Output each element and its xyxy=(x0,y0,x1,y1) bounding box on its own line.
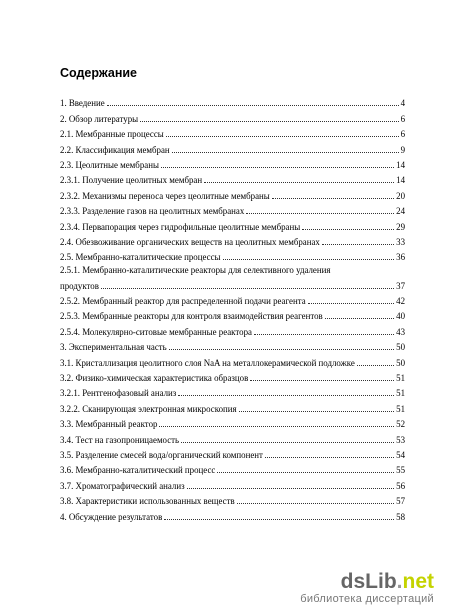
toc-entry-label: 2.3.2. Механизмы переноса через цеолитные мембраны xyxy=(60,190,270,201)
toc-entry-page: 36 xyxy=(396,252,405,263)
watermark-subtitle: библиотека диссертаций xyxy=(300,593,434,605)
toc-entry-page: 9 xyxy=(400,144,405,155)
table-of-contents xyxy=(60,93,405,522)
toc-leader xyxy=(107,105,399,106)
toc-entry-page: 50 xyxy=(396,342,405,353)
toc-entry-page: 55 xyxy=(396,465,405,476)
toc-leader xyxy=(325,318,394,319)
toc-entry xyxy=(60,93,405,108)
toc-entry-page: 20 xyxy=(396,190,405,201)
toc-entry-page: 51 xyxy=(396,388,405,399)
toc-leader xyxy=(250,380,394,381)
toc-entry-page: 37 xyxy=(396,280,405,291)
toc-entry-page: 29 xyxy=(396,221,405,232)
toc-entry-page: 40 xyxy=(396,311,405,322)
toc-leader xyxy=(140,121,398,122)
toc-entry-page: 6 xyxy=(400,113,405,124)
toc-entry xyxy=(60,216,405,231)
toc-entry xyxy=(60,291,405,306)
toc-leader xyxy=(204,182,394,183)
toc-leader xyxy=(239,411,395,412)
toc-leader xyxy=(181,442,394,443)
toc-entry xyxy=(60,398,405,413)
toc-leader xyxy=(187,488,395,489)
toc-leader xyxy=(246,213,394,214)
toc-entry xyxy=(60,262,405,275)
toc-entry xyxy=(60,368,405,383)
toc-entry-page: 54 xyxy=(396,449,405,460)
toc-entry-page: 43 xyxy=(396,326,405,337)
toc-leader xyxy=(302,229,394,230)
toc-entry xyxy=(60,491,405,506)
toc-entry-page: 4 xyxy=(400,98,405,109)
toc-entry xyxy=(60,247,405,262)
toc-leader xyxy=(178,395,394,396)
toc-entry-label: 2. Обзор литературы xyxy=(60,113,139,124)
toc-entry-label: 3.6. Мембранно-каталитический процесс xyxy=(60,465,216,476)
toc-entry xyxy=(60,275,405,290)
toc-entry-label: 2.5. Мембранно-каталитические процессы xyxy=(60,252,221,263)
toc-entry xyxy=(60,506,405,521)
toc-entry xyxy=(60,124,405,139)
toc-entry xyxy=(60,321,405,336)
toc-entry-page: 52 xyxy=(396,419,405,430)
toc-entry-label: 2.4. Обезвоживание органических веществ на цеолитных мембранах xyxy=(60,236,320,247)
toc-entry xyxy=(60,170,405,185)
toc-entry xyxy=(60,460,405,475)
toc-entry-page: 24 xyxy=(396,206,405,217)
toc-entry xyxy=(60,306,405,321)
toc-entry-label: 2.3.3. Разделение газов на цеолитных мембранах xyxy=(60,206,245,217)
toc-entry-label: продуктов xyxy=(60,280,99,291)
toc-entry xyxy=(60,108,405,123)
toc-entry-label: 2.5.2. Мембранный реактор для распределенной подачи реагента xyxy=(60,296,306,307)
toc-entry-label: 3.2.2. Сканирующая электронная микроскопия xyxy=(60,403,237,414)
toc-leader xyxy=(159,426,394,427)
toc-leader xyxy=(164,519,394,520)
toc-entry-page: 51 xyxy=(396,403,405,414)
toc-entry-label: 3.7. Хроматографический анализ xyxy=(60,480,185,491)
toc-entry-label: 3.5. Разделение смесей вода/органический компонент xyxy=(60,449,263,460)
toc-entry-page: 33 xyxy=(396,236,405,247)
toc-entry xyxy=(60,352,405,367)
toc-leader xyxy=(166,136,399,137)
watermark-logo xyxy=(300,571,434,593)
toc-entry-label: 4. Обсуждение результатов xyxy=(60,511,163,522)
toc-entry xyxy=(60,155,405,170)
toc-entry-page: 53 xyxy=(396,434,405,445)
toc-leader xyxy=(169,349,394,350)
toc-leader xyxy=(357,365,394,366)
toc-entry-page: 6 xyxy=(400,129,405,140)
toc-entry-label: 3.4. Тест на газопроницаемость xyxy=(60,434,180,445)
toc-entry-page: 57 xyxy=(396,496,405,507)
toc-entry-label: 3.2.1. Рентгенофазовый анализ xyxy=(60,388,177,399)
toc-entry-label: 3.8. Характеристики использованных веществ xyxy=(60,496,235,507)
toc-entry-label: 2.3.1. Получение цеолитных мембран xyxy=(60,175,203,186)
toc-entry-page: 14 xyxy=(396,175,405,186)
toc-entry xyxy=(60,475,405,490)
toc-entry xyxy=(60,232,405,247)
toc-entry-label: 3.3. Мембранный реактор xyxy=(60,419,158,430)
toc-entry-page: 50 xyxy=(396,357,405,368)
toc-entry-label: 3.2. Физико-химическая характеристика образцов xyxy=(60,373,249,384)
toc-entry-label: 1. Введение xyxy=(60,98,105,109)
toc-leader xyxy=(265,457,394,458)
toc-leader xyxy=(101,288,394,289)
toc-leader xyxy=(217,472,394,473)
toc-entry xyxy=(60,185,405,200)
toc-entry-label: 3.1. Кристаллизация цеолитного слоя NaA на металлокерамической подложке xyxy=(60,357,355,368)
toc-entry-label: 2.1. Мембранные процессы xyxy=(60,129,164,140)
toc-entry xyxy=(60,445,405,460)
watermark-logo-part: net xyxy=(402,570,434,593)
toc-entry-label: 2.3.4. Первапорация через гидрофильные цеолитные мембраны xyxy=(60,221,301,232)
toc-entry xyxy=(60,201,405,216)
toc-entry-label: 3. Экспериментальная часть xyxy=(60,342,167,353)
page-title: Содержание xyxy=(60,66,138,80)
toc-entry-label: 2.3. Цеолитные мембраны xyxy=(60,159,159,170)
toc-entry-label: 2.5.3. Мембранные реакторы для контроля взаимодействия реагентов xyxy=(60,311,323,322)
toc-entry-page: 51 xyxy=(396,373,405,384)
toc-entry-label: 2.5.1. Мембранно-каталитические реакторы для селективного удаления xyxy=(60,265,331,276)
toc-entry-page: 14 xyxy=(396,159,405,170)
watermark-logo-part: dsLib xyxy=(340,570,397,593)
toc-entry-page: 42 xyxy=(396,296,405,307)
toc-leader xyxy=(223,259,395,260)
toc-entry xyxy=(60,429,405,444)
toc-leader xyxy=(308,303,394,304)
toc-entry xyxy=(60,337,405,352)
watermark xyxy=(300,571,434,605)
toc-entry-page: 58 xyxy=(396,511,405,522)
toc-leader xyxy=(254,334,394,335)
toc-entry-label: 2.2. Классификация мембран xyxy=(60,144,170,155)
toc-leader xyxy=(172,152,399,153)
toc-entry xyxy=(60,139,405,154)
toc-leader xyxy=(322,244,394,245)
toc-entry xyxy=(60,414,405,429)
watermark-logo-dot: . xyxy=(396,570,403,593)
toc-entry-label: 2.5.4. Молекулярно-ситовые мембранные реактора xyxy=(60,326,252,337)
toc-leader xyxy=(161,167,394,168)
toc-entry-page: 56 xyxy=(396,480,405,491)
toc-leader xyxy=(272,198,394,199)
toc-leader xyxy=(237,503,394,504)
toc-entry xyxy=(60,383,405,398)
